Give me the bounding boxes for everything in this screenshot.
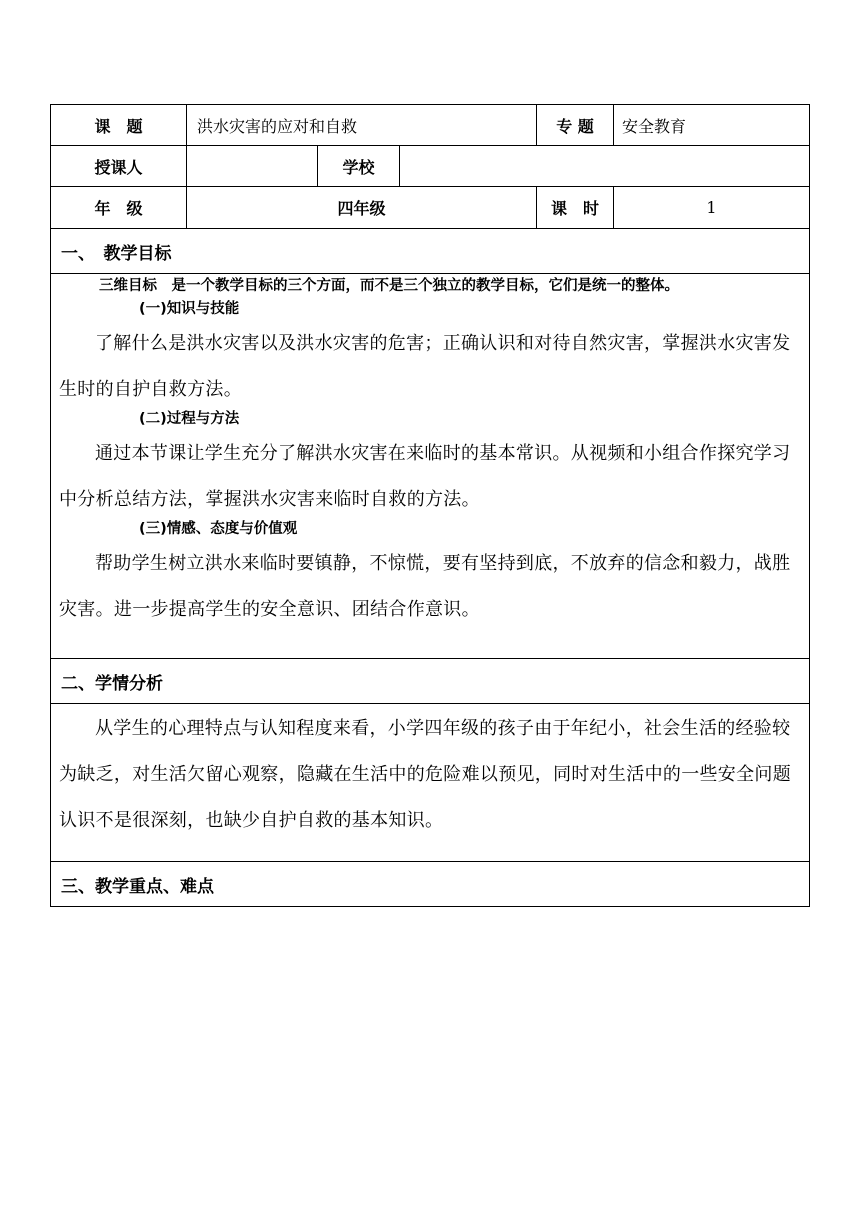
subject-label: 专 题	[536, 105, 613, 145]
section-analysis-header	[51, 658, 809, 703]
section-analysis-title: 二、学情分析	[61, 673, 163, 694]
grade-label: 年 级	[94, 199, 143, 218]
section-objectives-body	[51, 273, 809, 658]
teacher-label: 授课人	[94, 157, 143, 177]
lesson-plan-table	[50, 104, 810, 907]
process-method-heading: (二)过程与方法	[139, 411, 240, 427]
period-label: 课 时	[536, 187, 613, 228]
topic-label: 课 题	[94, 116, 143, 136]
period-value: 1	[613, 187, 809, 228]
emotion-values-heading: (三)情感、态度与价值观	[139, 521, 298, 537]
knowledge-skills-text: 了解什么是洪水灾害以及洪水灾害的危害；正确认识和对待自然灾害，掌握洪水灾害发生时的自护自救方法。	[59, 333, 791, 400]
section-analysis-body	[51, 703, 809, 861]
subject-value: 安全教育	[613, 105, 809, 145]
emotion-values-text: 帮助学生树立洪水来临时要镇静，不惊慌，要有坚持到底，不放弃的信念和毅力，战胜灾害。进一步提高学生的安全意识、团结合作意识。	[59, 553, 791, 620]
row-grade	[51, 186, 809, 228]
school-label: 学校	[317, 146, 399, 186]
grade-value: 四年级	[186, 187, 536, 228]
section-objectives-header	[51, 228, 809, 273]
knowledge-skills-heading: (一)知识与技能	[139, 301, 240, 317]
row-topic	[51, 104, 809, 145]
topic-value: 洪水灾害的应对和自救	[186, 105, 536, 145]
section-keypoints-header	[51, 861, 809, 907]
teacher-value	[186, 146, 317, 186]
row-teacher	[51, 145, 809, 186]
section-keypoints-title: 三、教学重点、难点	[61, 876, 214, 897]
process-method-text: 通过本节课让学生充分了解洪水灾害在来临时的基本常识。从视频和小组合作探究学习中分析总结方法，掌握洪水灾害来临时自救的方法。	[59, 443, 791, 510]
section-objectives-title: 一、 教学目标	[61, 243, 172, 264]
analysis-text: 从学生的心理特点与认知程度来看，小学四年级的孩子由于年纪小，社会生活的经验较为缺乏，对生活欠留心观察，隐藏在生活中的危险难以预见，同时对生活中的一些安全问题认识不是很深刻，也缺少自护自救的基本知识。	[59, 718, 791, 831]
school-value	[399, 146, 809, 186]
objectives-intro: 三维目标 是一个教学目标的三个方面，而不是三个独立的教学目标，它们是统一的整体。	[99, 278, 679, 294]
